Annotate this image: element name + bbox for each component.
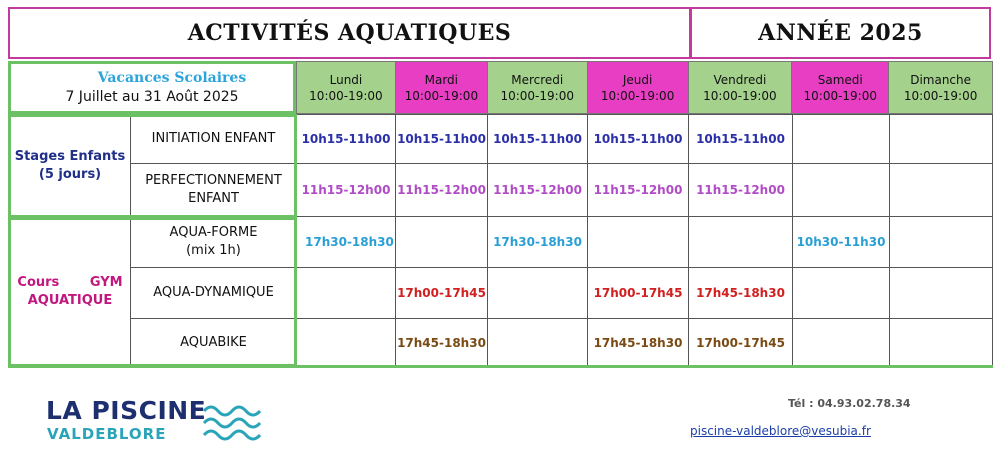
days-header: [296, 61, 993, 114]
day-header: Mercredi 10:00-19:00: [488, 62, 588, 113]
schedule-cell: 17h30-18h30: [493, 235, 582, 249]
row-label: AQUABIKE: [180, 334, 247, 350]
row-label: AQUA-FORME (mix 1h): [169, 225, 258, 258]
period-dates: 7 Juillet au 31 Août 2025: [65, 89, 239, 105]
row-label: INITIATION ENFANT: [151, 130, 276, 146]
year-title: ANNÉE 2025: [758, 20, 923, 46]
schedule-cell: 11h15-12h00: [593, 183, 683, 197]
schedule-cell: 17h45-18h30: [593, 335, 683, 350]
day-header: Dimanche 10:00-19:00: [889, 62, 992, 113]
group-label-gym: Cours GYM AQUATIQUE: [17, 275, 123, 308]
schedule-cell: 10h15-11h00: [493, 131, 582, 146]
schedule-cell: 11h15-12h00: [397, 183, 486, 197]
period-title: Vacances Scolaires: [97, 70, 247, 86]
schedule-cell: 17h30-18h30: [305, 235, 394, 249]
schedule-cell: 10h30-11h30: [796, 235, 886, 249]
schedule-cell: 17h00-17h45: [593, 286, 683, 300]
main-title-box: [8, 7, 691, 59]
schedule-cell: 11h15-12h00: [493, 183, 582, 197]
schedule-cell: 11h15-12h00: [696, 183, 785, 197]
day-header: Lundi 10:00-19:00: [297, 62, 396, 113]
group-label-stages: Stages Enfants (5 jours): [14, 149, 126, 182]
day-header: Samedi 10:00-19:00: [792, 62, 889, 113]
schedule-cell: 10h15-11h00: [397, 131, 486, 146]
row-label: PERFECTIONNEMENT ENFANT: [145, 173, 282, 206]
schedule-cell: 10h15-11h00: [696, 131, 785, 146]
email-link[interactable]: piscine-valdeblore@vesubia.fr: [690, 424, 871, 438]
schedule-cell: 17h45-18h30: [696, 286, 785, 300]
logo-line1: LA PISCINE: [46, 396, 207, 425]
day-header: Vendredi 10:00-19:00: [689, 62, 793, 113]
logo-line2: VALDEBLORE: [47, 425, 167, 443]
schedule-cell: 11h15-12h00: [301, 183, 391, 197]
row-label: AQUA-DYNAMIQUE: [153, 285, 274, 300]
year-title-box: [690, 7, 991, 59]
logo: [30, 392, 270, 450]
waves-icon: [202, 401, 262, 447]
schedule-cell: 10h15-11h00: [301, 131, 391, 146]
day-header: Mardi 10:00-19:00: [396, 62, 488, 113]
main-title: ACTIVITÉS AQUATIQUES: [187, 20, 512, 46]
schedule-cell: 17h00-17h45: [397, 286, 486, 300]
schedule-cell: 10h15-11h00: [593, 131, 683, 146]
schedule-cell: 17h45-18h30: [397, 335, 486, 350]
phone-text: Tél : 04.93.02.78.34: [788, 397, 911, 410]
schedule-cell: 17h00-17h45: [696, 335, 785, 350]
period-box: [8, 61, 296, 114]
day-header: Jeudi 10:00-19:00: [588, 62, 689, 113]
